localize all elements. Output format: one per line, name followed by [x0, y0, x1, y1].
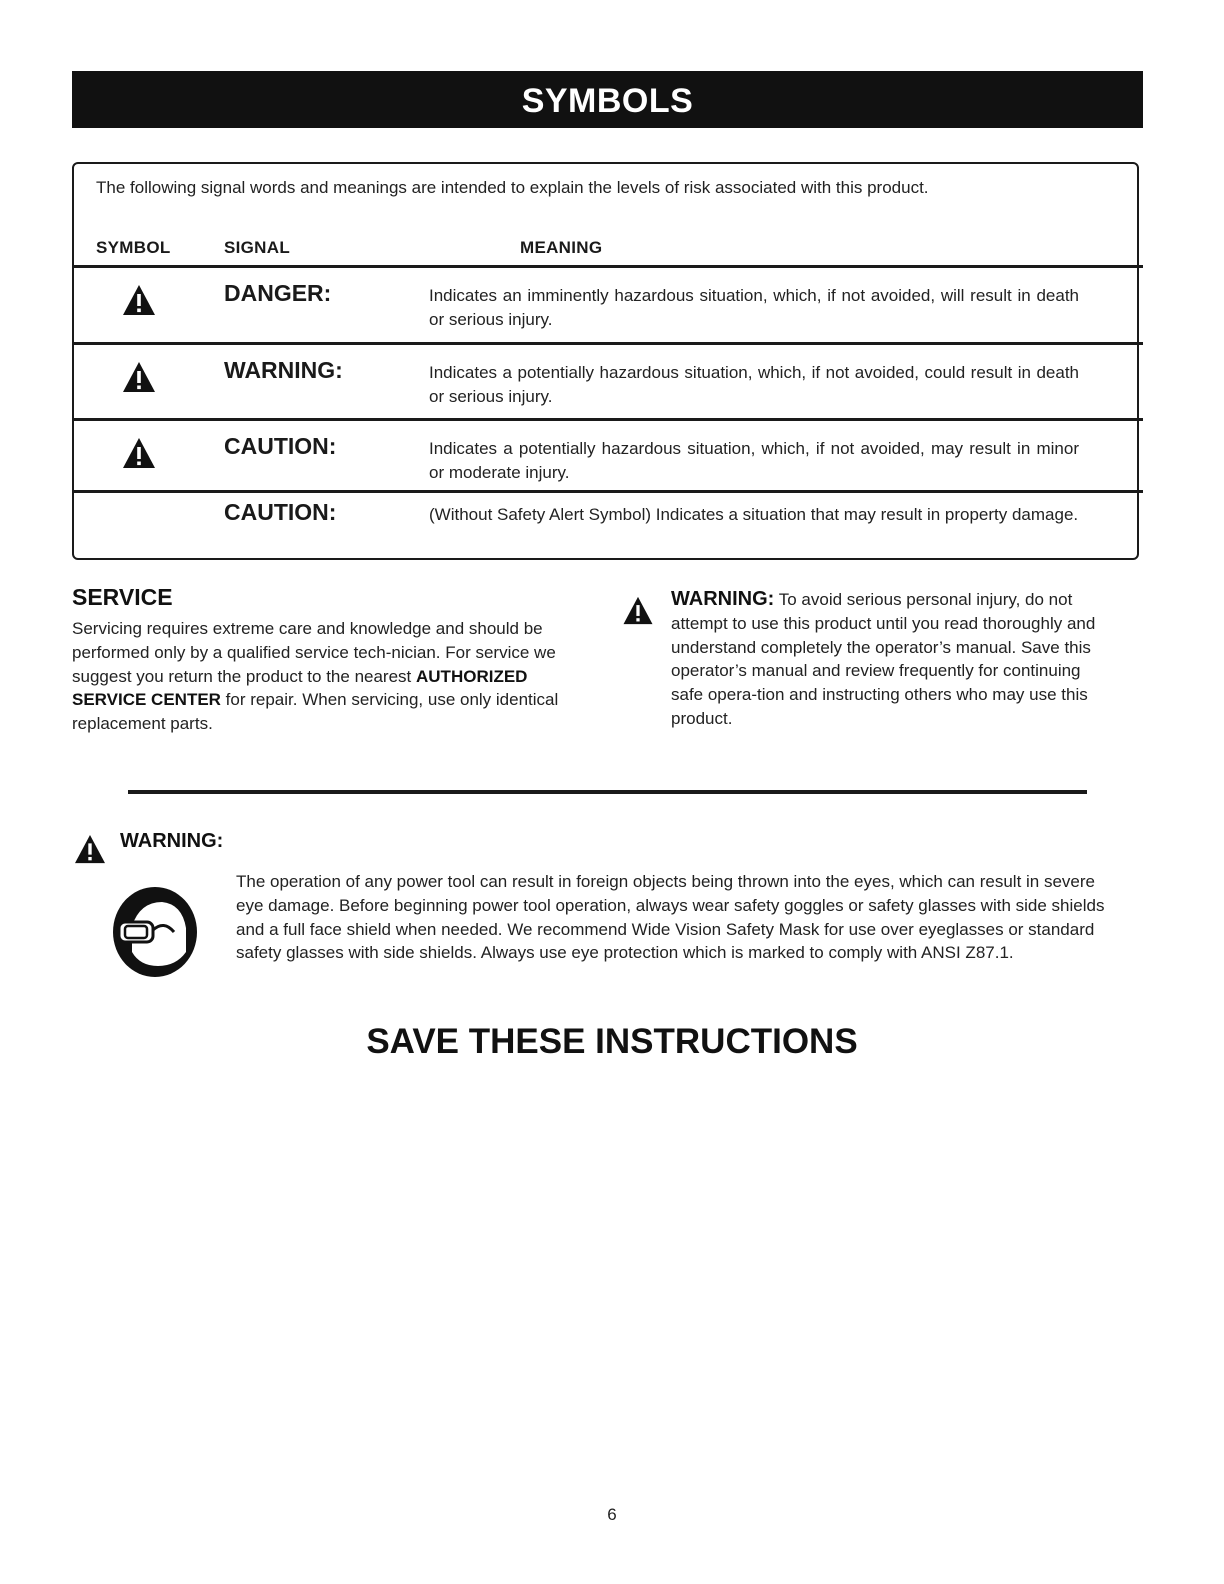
table-row-danger: [74, 265, 1143, 342]
meaning-column-header: MEANING: [520, 238, 603, 257]
signal-meaning: Indicates a potentially hazardous situation, which, if not avoided, could result in death or serious injury.: [429, 363, 1079, 406]
signal-word: DANGER:: [224, 280, 332, 306]
symbols-intro: The following signal words and meanings are intended to explain the levels of risk associated with this product.: [96, 178, 929, 197]
table-row-caution: [74, 418, 1143, 490]
page-number: 6: [607, 1505, 617, 1524]
signal-column-header: SIGNAL: [224, 238, 291, 257]
signal-word: CAUTION:: [224, 499, 337, 525]
symbol-column-header: SYMBOL: [96, 238, 171, 257]
authorized-service-center: AUTHORIZED SERVICE CENTER: [72, 666, 528, 710]
eye-protection-icon: [112, 886, 198, 978]
signal-meaning: Indicates a potentially hazardous situation, which, if not avoided, may result in minor or moderate injury.: [429, 439, 1079, 482]
safety-alert-icon: [122, 361, 156, 393]
table-row-warning: [74, 342, 1143, 418]
safety-alert-icon: [72, 834, 108, 864]
eye-warning-label: WARNING:: [120, 830, 224, 852]
signal-meaning: (Without Safety Alert Symbol) Indicates a situation that may result in property damage.: [429, 505, 1079, 524]
manual-warning: WARNING: To avoid serious personal injury, do not attempt to use this product until you read thoroughly and understand completely the operator’s manual. Save this operator’s manual and review frequently for continuing safe opera-tion and instructing others who may use this product.: [671, 588, 1096, 728]
safety-alert-icon: [122, 437, 156, 469]
save-instructions-heading: SAVE THESE INSTRUCTIONS: [366, 1022, 858, 1061]
signal-meaning: Indicates an imminently hazardous situation, which, if not avoided, will result in death or serious injury.: [429, 286, 1079, 329]
signal-word: CAUTION:: [224, 433, 337, 459]
page-title: SYMBOLS: [72, 71, 1143, 128]
symbols-table: [72, 162, 1139, 560]
warning-label: WARNING:: [671, 588, 775, 610]
section-divider: [128, 790, 1087, 794]
service-paragraph: Servicing requires extreme care and knowledge and should be performed only by a qualified service tech-nician. For service we suggest you return the product to the nearest AUTHORIZED SERVICE CENTER for repair. When servicing, use only identical replacement parts.: [72, 619, 559, 734]
eye-warning-paragraph: The operation of any power tool can result in foreign objects being thrown into the eyes, which can result in severe eye damage. Before beginning power tool operation, always wear safety goggles or safety glasses with side shields and a full face shield when needed. We recommend Wide Vision Safety Mask for use over eyeglasses or standard safety glasses with side shields. Always use eye protection which is marked to comply with ANSI Z87.1.: [236, 872, 1105, 963]
safety-alert-icon: [122, 284, 156, 316]
safety-alert-icon: [622, 596, 654, 625]
signal-word: WARNING:: [224, 357, 343, 383]
table-row-caution-property: [74, 490, 1143, 560]
service-heading: SERVICE: [72, 584, 173, 610]
